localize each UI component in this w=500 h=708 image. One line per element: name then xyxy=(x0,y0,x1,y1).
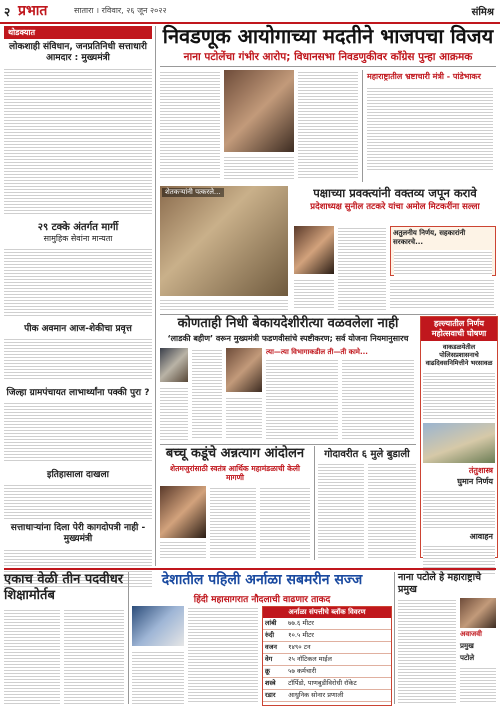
story-subtitle: सामुहिक सेवांना मान्यता xyxy=(43,234,113,243)
story-title: लोकशाही संविधान, जनप्रतिनिधी सत्ताधारी आमदार : मुख्यमंत्री xyxy=(9,42,147,63)
table-title: अर्नाळा संपत्तीचे ब्लॉक विवरण xyxy=(263,607,391,618)
third-body xyxy=(160,386,188,440)
lead-body xyxy=(224,155,294,180)
third-body xyxy=(192,348,222,440)
right-top-box xyxy=(362,70,497,182)
left-column xyxy=(4,26,152,566)
pull-quote: अवाजवी xyxy=(460,630,482,638)
cm-photo xyxy=(160,348,188,382)
fourth-headline: बच्चू कडूंचे अन्नत्याग आंदोलन xyxy=(165,446,305,461)
table-row xyxy=(263,690,391,702)
middle-subhead: प्रदेशाध्यक्ष सुनील तटकरे यांचा अमोल मिटकरींना सल्ला xyxy=(310,202,480,212)
lead-headline: निवडणूक आयोगाच्या मदतीने भाजपचा विजय xyxy=(162,24,494,48)
middle-body xyxy=(390,278,494,310)
spec-value: आधुनिक सोनार प्रणाली xyxy=(286,690,391,702)
table-row xyxy=(263,630,391,642)
table-row xyxy=(263,654,391,666)
bottom-right-headline: नाना पटोले हे महाराष्ट्राचे प्रमुख xyxy=(398,572,482,595)
date-line: सातारा । रविवार, २६ जून २०२२ xyxy=(74,6,167,15)
third-body xyxy=(226,396,262,440)
story-title: जिल्हा ग्रामपंचायत लाभार्थ्यांना पक्की पुरा ? xyxy=(6,388,150,398)
spec-value: १०.५ मीटर xyxy=(286,630,391,642)
lead-subhead: नाना पटोलेंचा गंभीर आरोप; विधानसभा निवडणुकीवर काँग्रेस पुन्हा आक्रमक xyxy=(183,51,473,63)
bottom-left-body xyxy=(64,608,124,704)
info-box xyxy=(390,226,496,276)
story-title: सत्ताधाऱ्यांना दिला पेरी कागदोपत्री नाही - मुख्यमंत्री xyxy=(10,523,146,544)
spec-label: रडार xyxy=(263,690,286,702)
spec-label: रुंदी xyxy=(263,630,286,642)
bottom-mid-body xyxy=(188,606,258,704)
pull-quote: प्रमुख xyxy=(460,642,474,650)
bottom-right-body xyxy=(398,598,456,704)
spec-value: टॉर्पिडो, पाणबुडीविरोधी रॉकेट xyxy=(286,678,391,690)
story-title: इतिहासाला दाखला xyxy=(47,470,109,480)
story-body xyxy=(4,67,152,215)
box-body xyxy=(367,86,493,170)
speaker-photo xyxy=(294,226,334,274)
minister-photo xyxy=(226,348,262,392)
spec-label: क्रू xyxy=(263,666,286,678)
pull-quote: तंतुशास्त्र xyxy=(468,466,493,475)
middle-body xyxy=(338,226,386,310)
patole-photo xyxy=(460,598,496,628)
box-title: अतुलनीय निर्णय, सहकारांनी सरकारचे... xyxy=(393,229,466,246)
page-number: २ xyxy=(4,5,11,19)
specs-table xyxy=(262,606,392,706)
specs-table-grid xyxy=(263,618,391,702)
spec-value: १४९० टन xyxy=(286,642,391,654)
politician-photo xyxy=(224,70,294,152)
pull-quote: पटोले xyxy=(460,654,475,662)
fourth-body xyxy=(210,486,256,558)
table-row xyxy=(263,666,391,678)
submarine-photo xyxy=(132,606,184,646)
paper-name: प्रभात xyxy=(18,3,48,19)
third-body xyxy=(266,358,338,440)
bottom-mid-headline: देशातील पहिली अर्नाळा सबमरीन सज्ज xyxy=(161,572,363,588)
lead-body xyxy=(298,70,358,180)
third-note: त्या—त्या विभागाकडील ती—ती कामे... xyxy=(266,348,368,356)
lead-body xyxy=(160,70,220,180)
spec-value: ५७ कर्मचारी xyxy=(286,666,391,678)
story-body xyxy=(4,401,152,463)
box-title: हल्ल्यातील निर्णय महोत्सवाची घोषणा xyxy=(421,317,497,341)
third-headline: कोणताही निधी बेकायदेशीरीत्या वळवलेला नाही xyxy=(177,316,399,331)
third-subhead: ‘लाडकी बहीण’ वरून मुख्यमंत्री फडणवीसांचे स्पष्टीकरण; सर्व योजना नियमानुसारच xyxy=(167,334,409,343)
bottom-mid-subhead: हिंदी महासागरात नौदलाची वाढणार ताकद xyxy=(193,595,331,605)
masthead xyxy=(0,0,500,24)
fourth-subhead: शेतमजुरांसाठी स्वतंत्र आर्थिक महामंडळाची केली मागणी xyxy=(170,464,300,482)
story-title: पीक अवमान आज-शेकीचा प्रवृत्त xyxy=(24,324,132,334)
bottom-right-body xyxy=(460,666,496,704)
spec-label: शस्त्रे xyxy=(263,678,286,690)
table-row xyxy=(263,618,391,630)
table-row xyxy=(263,678,391,690)
middle-body xyxy=(294,278,334,310)
pull-quote: आवाहन xyxy=(469,532,493,541)
bottom-left-body xyxy=(4,608,60,704)
pull-quote: घुमान निर्णय xyxy=(457,477,493,486)
story-body xyxy=(4,337,152,381)
third-body xyxy=(342,358,414,440)
fourth-body xyxy=(260,486,310,558)
event-photo xyxy=(423,423,495,463)
spec-label: वजन xyxy=(263,642,286,654)
story-title: २९ टक्के अंतर्गत मार्गी xyxy=(37,222,119,233)
godavari-body xyxy=(368,462,416,558)
bachchu-kadu-photo xyxy=(160,486,206,538)
brief-kicker: थोडक्यात xyxy=(4,26,152,39)
fourth-body xyxy=(160,540,206,558)
spec-label: वेग xyxy=(263,654,286,666)
spec-value: ७७.६ मीटर xyxy=(286,618,391,630)
section-name: संमिश्र xyxy=(471,7,494,18)
godavari-body xyxy=(318,462,364,558)
bottom-mid-body xyxy=(132,650,184,704)
right-box xyxy=(420,316,498,558)
spec-value: २५ नॉटिकल माईल xyxy=(286,654,391,666)
spec-label: लांबी xyxy=(263,618,286,630)
box-title: महाराष्ट्रातील भ्रष्टाचारी मंत्री - पांडेभाकर xyxy=(367,72,481,81)
photo-caption: शेतकऱ्यांनी पत्करले... xyxy=(162,188,224,197)
bottom-left-headline: एकाच वेळी तीन पदवीधर शिक्षामोर्तब xyxy=(4,572,124,603)
photo-caption-body xyxy=(160,298,288,310)
story-body xyxy=(4,247,152,317)
box-subtitle: वाकडळयेतील पोलिसप्रशासनाचे वाढदिवसनिमित्तीने भरसावळ xyxy=(425,343,493,367)
field-photo xyxy=(160,186,288,296)
table-row xyxy=(263,642,391,654)
godavari-headline: गोदावरीत ६ मुले बुडाली xyxy=(324,449,410,460)
story-body xyxy=(4,483,152,519)
middle-headline: पक्षाच्या प्रवक्त्यांनी वक्तव्य जपून करावे xyxy=(313,186,477,200)
